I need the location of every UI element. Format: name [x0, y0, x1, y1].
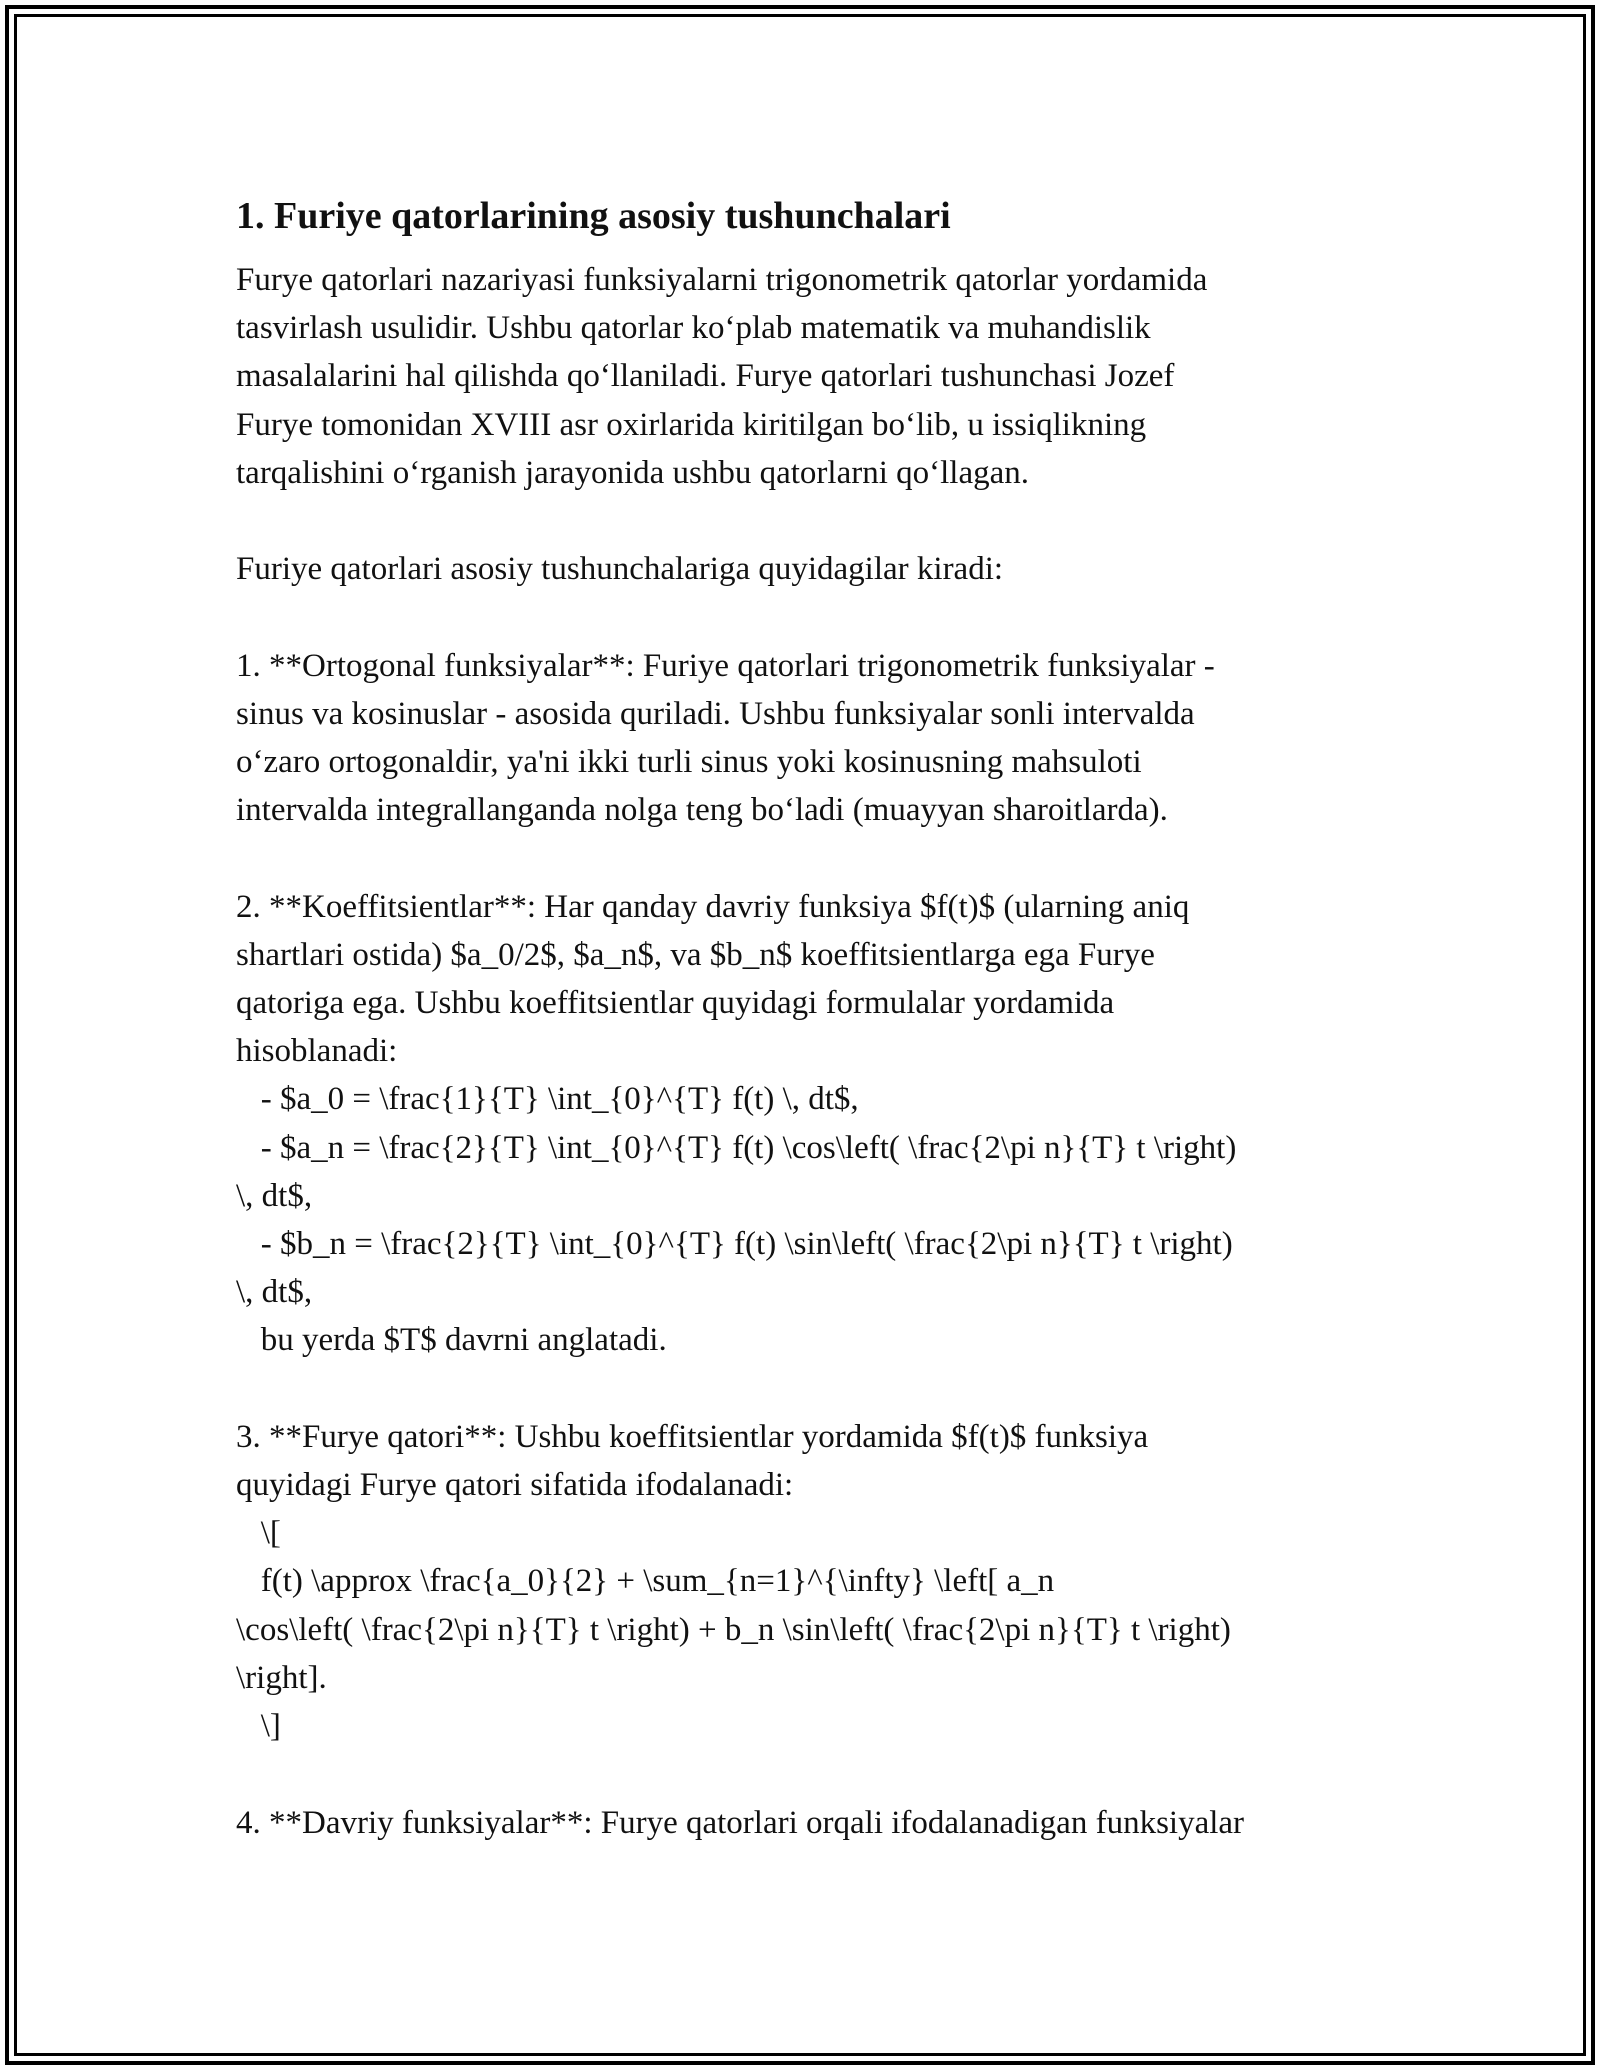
section-heading: 1. Furiye qatorlarining asosiy tushunchalari: [236, 195, 951, 237]
section-body-text: Furye qatorlari nazariyasi funksiyalarni trigonometrik qatorlar yordamida tasvirlash usulidir. Ushbu qatorlar ko‘plab matematik va muhandislik masalalarini hal qilishda qo‘llaniladi. Furye qatorlari tushunchasi Jozef Furye tomonidan XVIII asr oxirlarida kiritilgan bo‘lib, u issiqlikning tarqalishini o‘rganish jarayonida ushbu qatorlarni qo‘llagan. Furiye qatorlari asosiy tushunchalariga quyidagilar kiradi: 1. **Ortogonal funksiyalar**: Furiye qatorlari trigonometrik funksiyalar - sinus va kosinuslar - asosida quriladi. Ushbu funksiyalar sonli intervalda o‘zaro ortogonaldir, ya'ni ikki turli sinus yoki kosinusning mahsuloti intervalda integrallanganda nolga teng bo‘ladi (muayyan sharoitlarda). 2. **Koeffitsientlar**: Har qanday davriy funksiya $f(t)$ (ularning aniq shartlari ostida) $a_0/2$, $a_n$, va $b_n$ koeffitsientlarga ega Furye qatoriga ega. Ushbu koeffitsientlar quyidagi formulalar yordamida hisoblanadi: - $a_0 = \frac{1}{T} \int_{0}^{T} f(t) \, dt$, - $a_n = \frac{2}{T} \int_{0}^{T} f(t) \cos\left( \frac{2\pi n}{T} t \right) \, dt$, - $b_n = \frac{2}{T} \int_{0}^{T} f(t) \sin\left( \frac{2\pi n}{T} t \right) \, dt$, bu yerda $T$ davrni anglatadi. 3. **Furye qatori**: Ushbu koeffitsientlar yordamida $f(t)$ funksiya quyidagi Furye qatori sifatida ifodalanadi: \[ f(t) \approx \frac{a_0}{2} + \sum_{n=1}^{\infty} \left[ a_n \cos\left( \frac{2\pi n}{T} t \right) + b_n \sin\left( \frac{2\pi n}{T} t \right) \right]. \] 4. **Davriy funksiyalar**: Furye qatorlari orqali ifodalanadigan funksiyalar: [236, 262, 1245, 1841]
document-content: [236, 188, 1376, 1847]
